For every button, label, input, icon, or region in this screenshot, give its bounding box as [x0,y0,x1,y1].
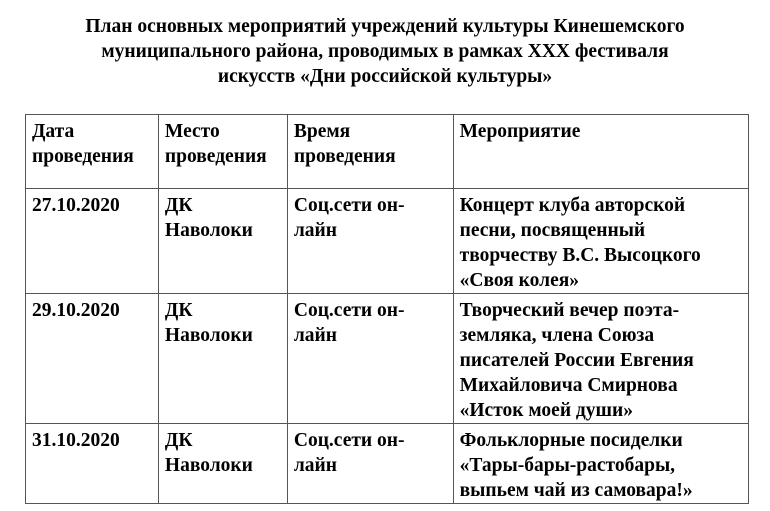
header-date: Дата проведения [26,115,159,189]
cell-event: Творческий вечер поэта- земляка, члена Союза писателей России Евгения Михайловича Смирнова «Исток моей души» [453,294,748,424]
table-row [26,424,749,504]
cell-place: ДК Наволоки [158,424,287,504]
cell-event: Концерт клуба авторской песни, посвященный творчеству В.С. Высоцкого «Своя колея» [453,189,748,294]
cell-place: ДК Наволоки [158,189,287,294]
header-place: Место проведения [158,115,287,189]
header-event: Мероприятие [453,115,748,189]
cell-date: 27.10.2020 [26,189,159,294]
header-time: Время проведения [287,115,453,189]
document-title: План основных мероприятий учреждений культуры Кинешемского муниципального района, проводимых в рамках XXX фестиваля искусств «Дни российской культуры» [85,16,685,87]
cell-time: Соц.сети он- лайн [287,189,453,294]
cell-time: Соц.сети он- лайн [287,424,453,504]
events-table [25,114,749,504]
cell-date: 31.10.2020 [26,424,159,504]
cell-event: Фольклорные посиделки «Тары-бары-растобары, выпьем чай из самовара!» [453,424,748,504]
cell-place: ДК Наволоки [158,294,287,424]
table-row [26,294,749,424]
table-header-row [26,115,749,189]
table-row [26,189,749,294]
cell-time: Соц.сети он- лайн [287,294,453,424]
cell-date: 29.10.2020 [26,294,159,424]
